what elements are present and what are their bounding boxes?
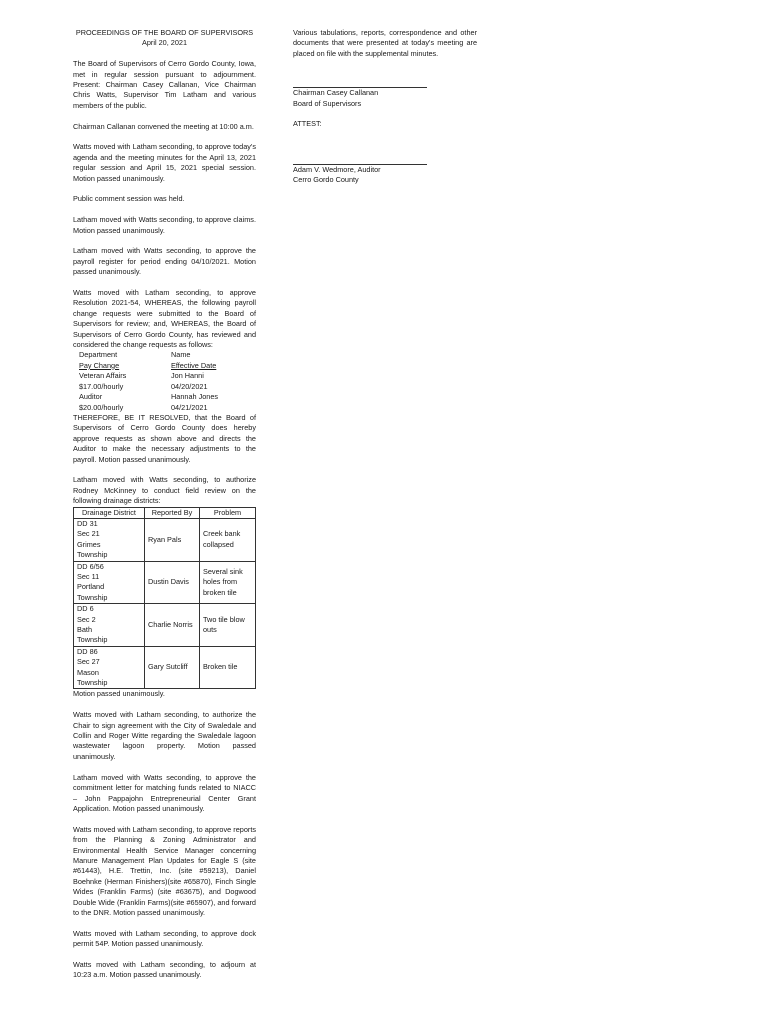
table-cell: Several sink holes from broken tile <box>200 561 256 604</box>
table-cell: Broken tile <box>200 646 256 689</box>
paragraph-claims: Latham moved with Watts seconding, to approve claims. Motion passed unanimously. <box>73 215 256 235</box>
payroll-cell: Auditor <box>79 392 103 402</box>
table-row <box>74 518 256 561</box>
column-header: Problem <box>200 507 256 518</box>
paragraph-adjourn: Watts moved with Latham seconding, to adjourn at 10:23 a.m. Motion passed unanimously. <box>73 959 256 980</box>
payroll-cell: $20.00/hourly <box>79 402 124 412</box>
table-cell: DD 6 Sec 2 Bath Township <box>74 604 145 647</box>
left-column <box>73 28 256 981</box>
column-header: Drainage District <box>74 507 145 518</box>
payroll-cell: Hannah Jones <box>171 392 219 402</box>
paragraph-swaledale: Watts moved with Latham seconding, to authorize the Chair to sign agreement with the City of Swaledale and Collin and Roger Witte regarding the Swaledale lagoon wastewater lagoon property. Motion passed unanimously. <box>73 710 256 761</box>
payroll-cell: Veteran Affairs <box>79 371 127 381</box>
table-cell: Ryan Pals <box>145 518 200 561</box>
right-column <box>293 28 477 186</box>
payroll-header-name: Name <box>171 350 191 360</box>
paragraph-public-comment: Public comment session was held. <box>73 194 185 204</box>
paragraph-agenda: Watts moved with Latham seconding, to approve today's agenda and the meeting minutes for the April 13, 2021 regular session and April 15, 2021 special session. Motion passed unanimously. <box>73 142 256 183</box>
paragraph-attendance: The Board of Supervisors of Cerro Gordo County, Iowa, met in regular session pursuant to adjournment. Present: Chairman Casey Callanan, Vice Chairman Chris Watts, Supervisor Tim Latham and various members of the public. <box>73 59 256 110</box>
payroll-cell: Jon Hanni <box>171 371 204 381</box>
table-cell: Charlie Norris <box>145 604 200 647</box>
table-row <box>74 604 256 647</box>
paragraph-resolution: Watts moved with Latham seconding, to approve Resolution 2021-54, WHEREAS, the following payroll change requests were submitted to the Board of Supervisors for review; and, WHEREAS, the Board of Supervisors of Cerro Gordo County, has reviewed and considered the change requests as follows: <box>73 288 256 350</box>
paragraph-field-review: Latham moved with Watts seconding, to authorize Rodney McKinney to conduct field review on the following drainage districts: <box>73 475 256 506</box>
attest-label: ATTEST: <box>293 119 322 129</box>
paragraph-resolved: THEREFORE, BE IT RESOLVED, that the Board of Supervisors of Cerro Gordo County does hereby approve requests as shown above and directs the Auditor to make the necessary adjustments to the payroll. Motion passed unanimously. <box>73 412 256 464</box>
column-header: Reported By <box>145 507 200 518</box>
table-header-row <box>74 507 256 518</box>
table-cell: DD 31 Sec 21 Grimes Township <box>74 518 145 561</box>
document-title: PROCEEDINGS OF THE BOARD OF SUPERVISORS <box>75 28 254 37</box>
table-cell: Gary Sutcliff <box>145 646 200 689</box>
meeting-date: April 20, 2021 <box>141 38 188 48</box>
payroll-header-pay-change: Pay Change <box>79 360 120 370</box>
signature-chairman-name: Chairman Casey Callanan <box>293 88 379 98</box>
payroll-header-department: Department <box>79 350 118 360</box>
paragraph-documents-on-file: Various tabulations, reports, correspondence and other documents that were presented at today's meeting are placed on file with the supplemental minutes. <box>293 28 477 58</box>
payroll-header-effective-date: Effective Date <box>171 360 217 370</box>
paragraph-convened: Chairman Callanan convened the meeting at 10:00 a.m. <box>73 121 254 131</box>
paragraph-dock-permit: Watts moved with Latham seconding, to approve dock permit 54P. Motion passed unanimously. <box>73 928 256 949</box>
signature-auditor-name: Adam V. Wedmore, Auditor <box>293 164 381 174</box>
drainage-district-table <box>73 507 256 690</box>
signature-chairman-title: Board of Supervisors <box>293 98 362 108</box>
payroll-cell: $17.00/hourly <box>79 381 124 391</box>
table-cell: Creek bank collapsed <box>200 518 256 561</box>
table-cell: Two tile blow outs <box>200 604 256 647</box>
paragraph-manure-reports: Watts moved with Latham seconding, to approve reports from the Planning & Zoning Administrator and Environmental Health Service Manager concerning Manure Management Plan Updates for Eagle S (site #61443), H.E. Trettin, Inc. (site #59213), Daniel Boehnke (Herman Finishers)(site #65870), Finch Single Wides (Franklin Farms) (site #63675), and Dogwood Double Wide (Franklin Farms)(site #65907), and forward to the DNR. Motion passed unanimously. <box>73 824 256 917</box>
paragraph-motion-passed: Motion passed unanimously. <box>73 689 165 699</box>
table-row <box>74 561 256 604</box>
table-cell: DD 6/56 Sec 11 Portland Township <box>74 561 145 604</box>
payroll-change-list <box>79 350 256 412</box>
paragraph-payroll-register: Latham moved with Watts seconding, to approve the payroll register for period ending 04/10/2021. Motion passed unanimously. <box>73 246 256 277</box>
table-cell: Dustin Davis <box>145 561 200 604</box>
signature-auditor-title: Cerro Gordo County <box>293 175 359 185</box>
table-row <box>74 646 256 689</box>
paragraph-commitment-letter: Latham moved with Watts seconding, to approve the commitment letter for matching funds related to NIACC – John Pappajohn Entrepreneurial Center Grant Application. Motion passed unanimously. <box>73 772 256 813</box>
payroll-cell: 04/20/2021 <box>171 381 208 391</box>
payroll-cell: 04/21/2021 <box>171 402 208 412</box>
table-cell: DD 86 Sec 27 Mason Township <box>74 646 145 689</box>
